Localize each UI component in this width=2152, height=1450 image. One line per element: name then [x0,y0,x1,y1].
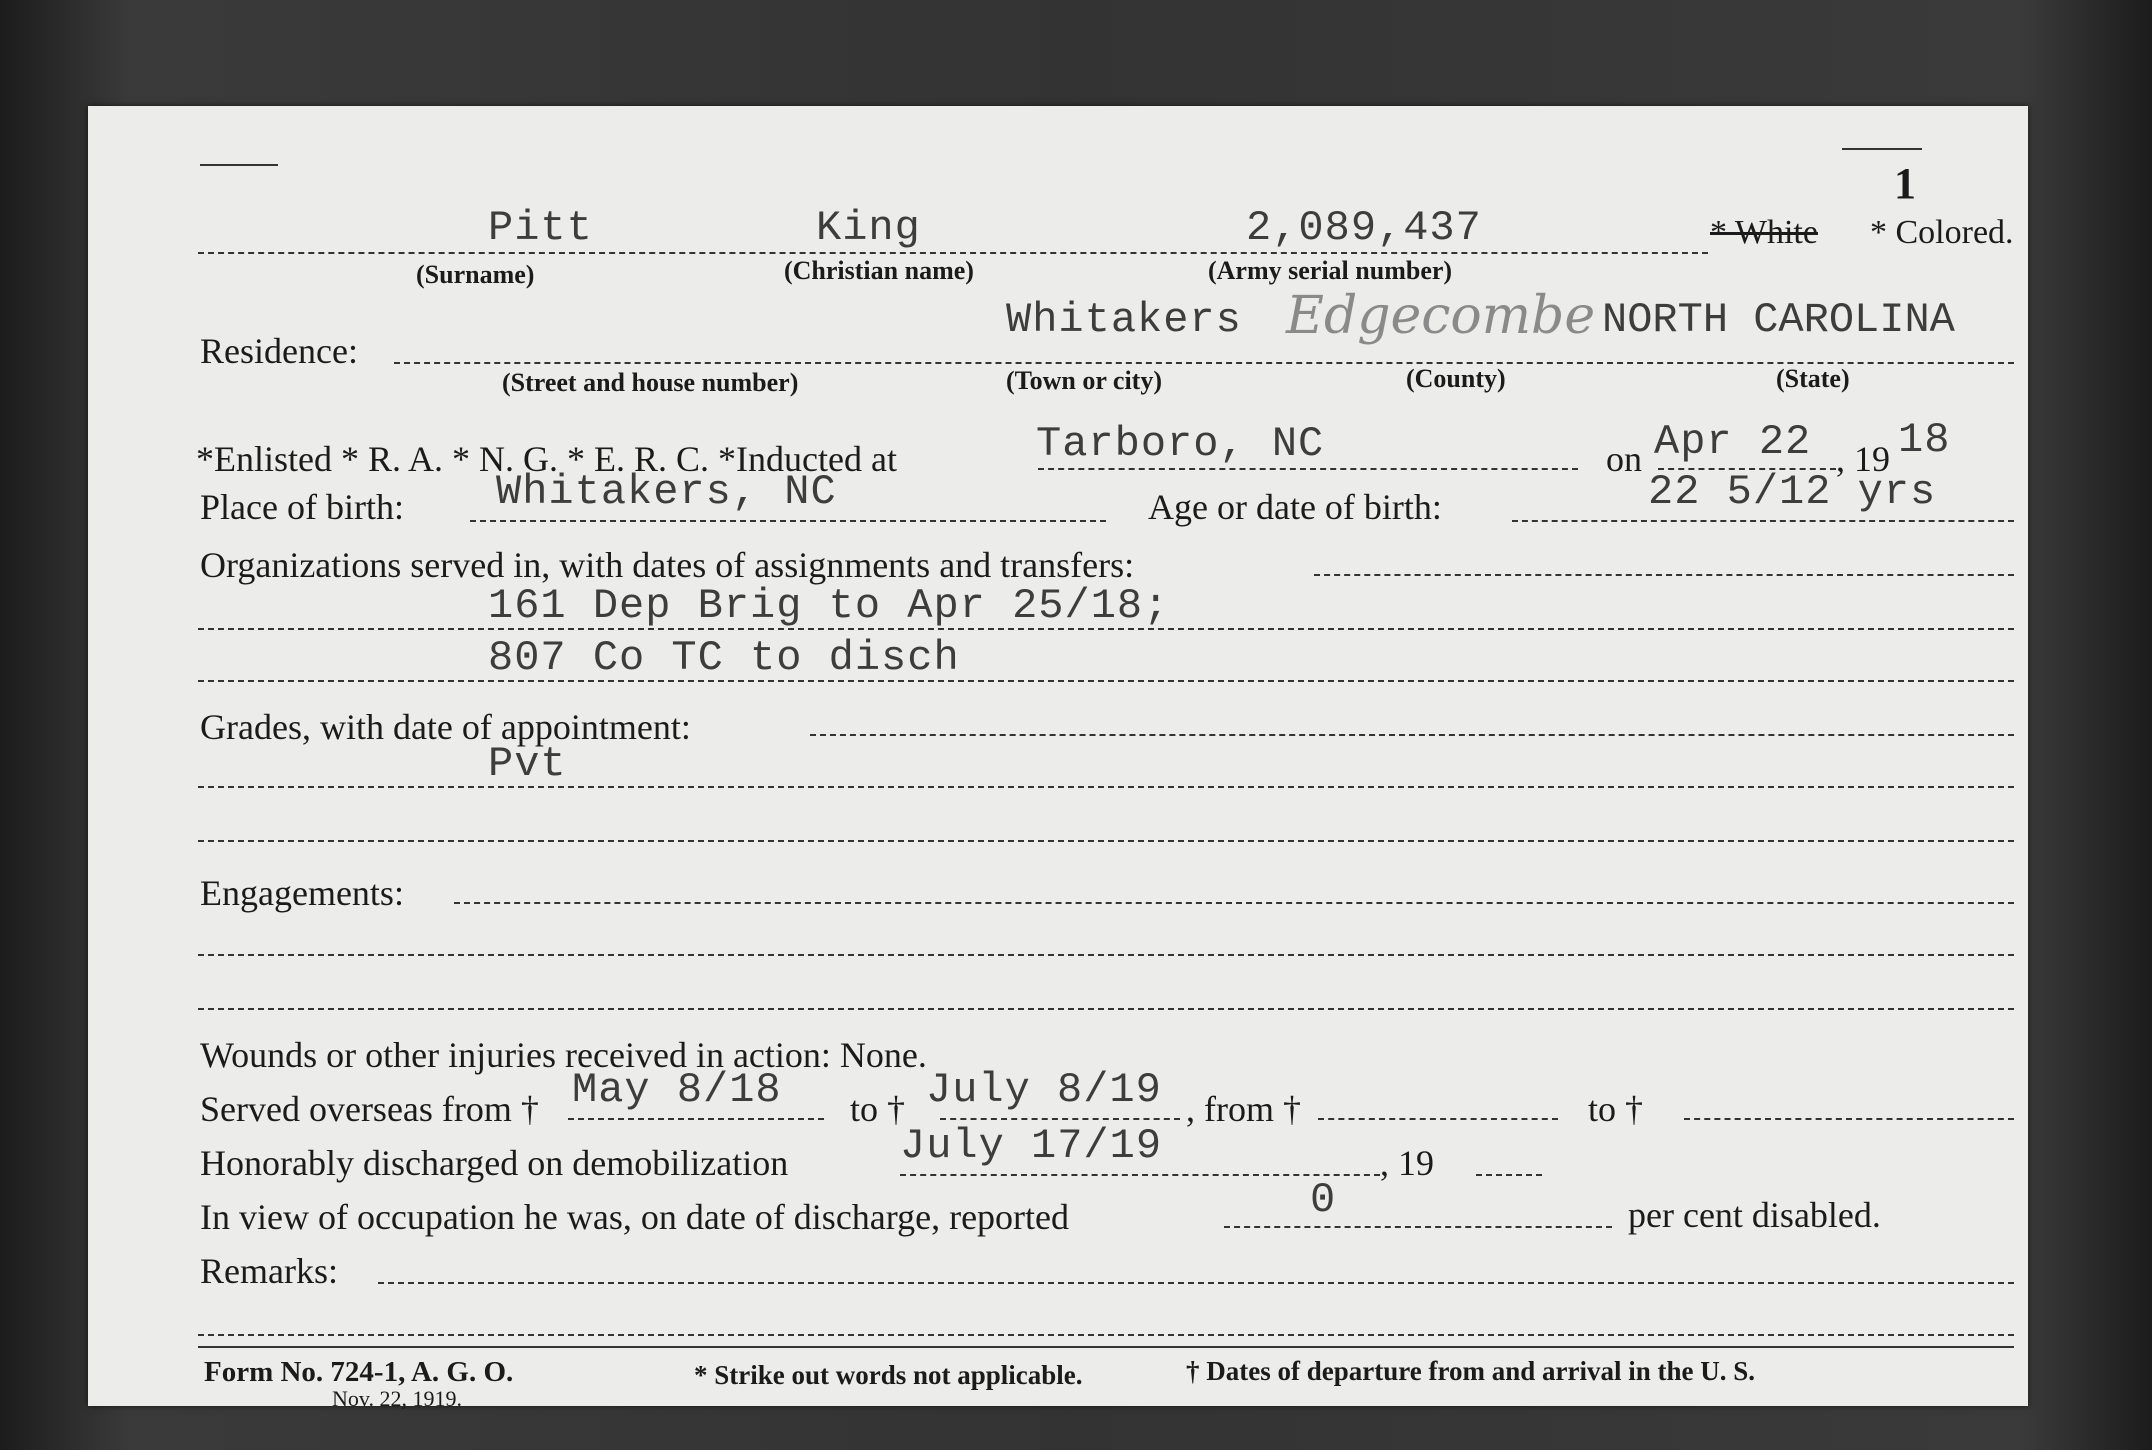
organizations-line-0 [1314,574,2014,576]
organizations-line-2 [198,680,2014,682]
race-colored: * Colored. [1870,214,2014,251]
race-white: * White [1710,214,1818,251]
disability-label: In view of occupation he was, on date of discharge, reported [200,1197,1070,1237]
top-left-rule [200,164,278,166]
christian-name-caption: (Christian name) [784,256,974,285]
overseas-to-value: July 8/19 [926,1066,1162,1114]
enlistment-label: *Enlisted * R. A. * N. G. * E. R. C. *Inducted at [196,439,897,479]
discharge-year-line [1476,1174,1542,1176]
footer-rule [198,1346,2014,1348]
serial-caption: (Army serial number) [1208,256,1453,285]
discharge-year-label: , 19 [1380,1143,1434,1183]
disability-line [1224,1226,1612,1228]
inducted-at-value: Tarboro, NC [1036,420,1325,468]
form-date: Nov. 22, 1919. [332,1386,462,1411]
engagements-line-2 [198,1008,2014,1010]
age-label: Age or date of birth: [1148,487,1442,527]
service-record-card [88,106,2028,1411]
residence-line [394,362,2014,364]
organization-entry: 807 Co TC to disch [488,634,960,682]
overseas-from-value: May 8/18 [572,1066,782,1114]
second-to-line [1684,1118,2014,1120]
card-number: 1 [1894,159,1916,208]
top-right-rule [1842,148,1922,150]
town-caption: (Town or city) [1006,366,1162,395]
induction-date-value: Apr 22 [1654,418,1812,466]
wounds-label: Wounds or other injuries received in action: None. [200,1035,927,1075]
organization-entry: 161 Dep Brig to Apr 25/18; [488,582,1170,630]
engagements-line-0 [454,902,2014,904]
second-from-line [1318,1118,1558,1120]
remarks-line-0 [378,1282,2014,1284]
overseas-from-line [568,1118,824,1120]
christian-name-value: King [816,204,921,252]
wounds-value: None. [839,1035,927,1075]
age-value: 22 5/12 yrs [1648,468,1937,516]
place-of-birth-label: Place of birth: [200,487,404,527]
year-suffix: 18 [1898,416,1951,464]
residence-state: NORTH CAROLINA [1602,296,1955,344]
residence-label: Residence: [200,331,358,371]
surname-value: Pitt [488,204,593,252]
state-caption: (State) [1776,364,1850,393]
overseas-to-line [940,1118,1180,1120]
disability-percent-value: 0 [1310,1176,1337,1224]
name-line [198,252,1708,254]
second-from-label: , from † [1186,1089,1301,1129]
remarks-label: Remarks: [200,1251,338,1291]
year-prefix: , 19 [1836,439,1890,479]
surname-caption: (Surname) [416,260,535,289]
on-label: on [1606,439,1642,479]
overseas-to-label: to † [850,1089,906,1129]
discharge-label: Honorably discharged on demobilization [200,1143,789,1183]
grades-line-2 [198,840,2014,842]
grades-value: Pvt [488,740,567,788]
inducted-line [1038,468,1578,470]
organizations-label: Organizations served in, with dates of assignments and transfers: [200,545,1135,585]
second-to-label: to † [1588,1089,1644,1129]
place-of-birth-value: Whitakers, NC [496,468,837,516]
discharge-date-value: July 17/19 [900,1122,1163,1170]
age-line [1512,520,2014,522]
county-caption: (County) [1406,364,1506,393]
disability-suffix: per cent disabled. [1628,1195,1881,1235]
residence-county: Edgecombe [1286,286,1596,346]
grades-line-0 [810,734,2014,736]
grades-label: Grades, with date of appointment: [200,707,691,747]
footnote-dates: † Dates of departure from and arrival in the U. S. [1186,1356,1755,1386]
form-number: Form No. 724-1, A. G. O. [204,1356,514,1388]
discharge-line [900,1174,1380,1176]
street-caption: (Street and house number) [502,368,799,397]
engagements-label: Engagements: [200,873,404,913]
grades-line-1 [198,786,2014,788]
residence-town: Whitakers [1006,296,1242,344]
overseas-label: Served overseas from † [200,1089,539,1129]
place-of-birth-line [470,520,1106,522]
serial-number-value: 2,089,437 [1246,204,1482,252]
remarks-line-1 [198,1334,2014,1336]
footnote-strike-out: * Strike out words not applicable. [694,1360,1083,1390]
engagements-line-1 [198,954,2014,956]
